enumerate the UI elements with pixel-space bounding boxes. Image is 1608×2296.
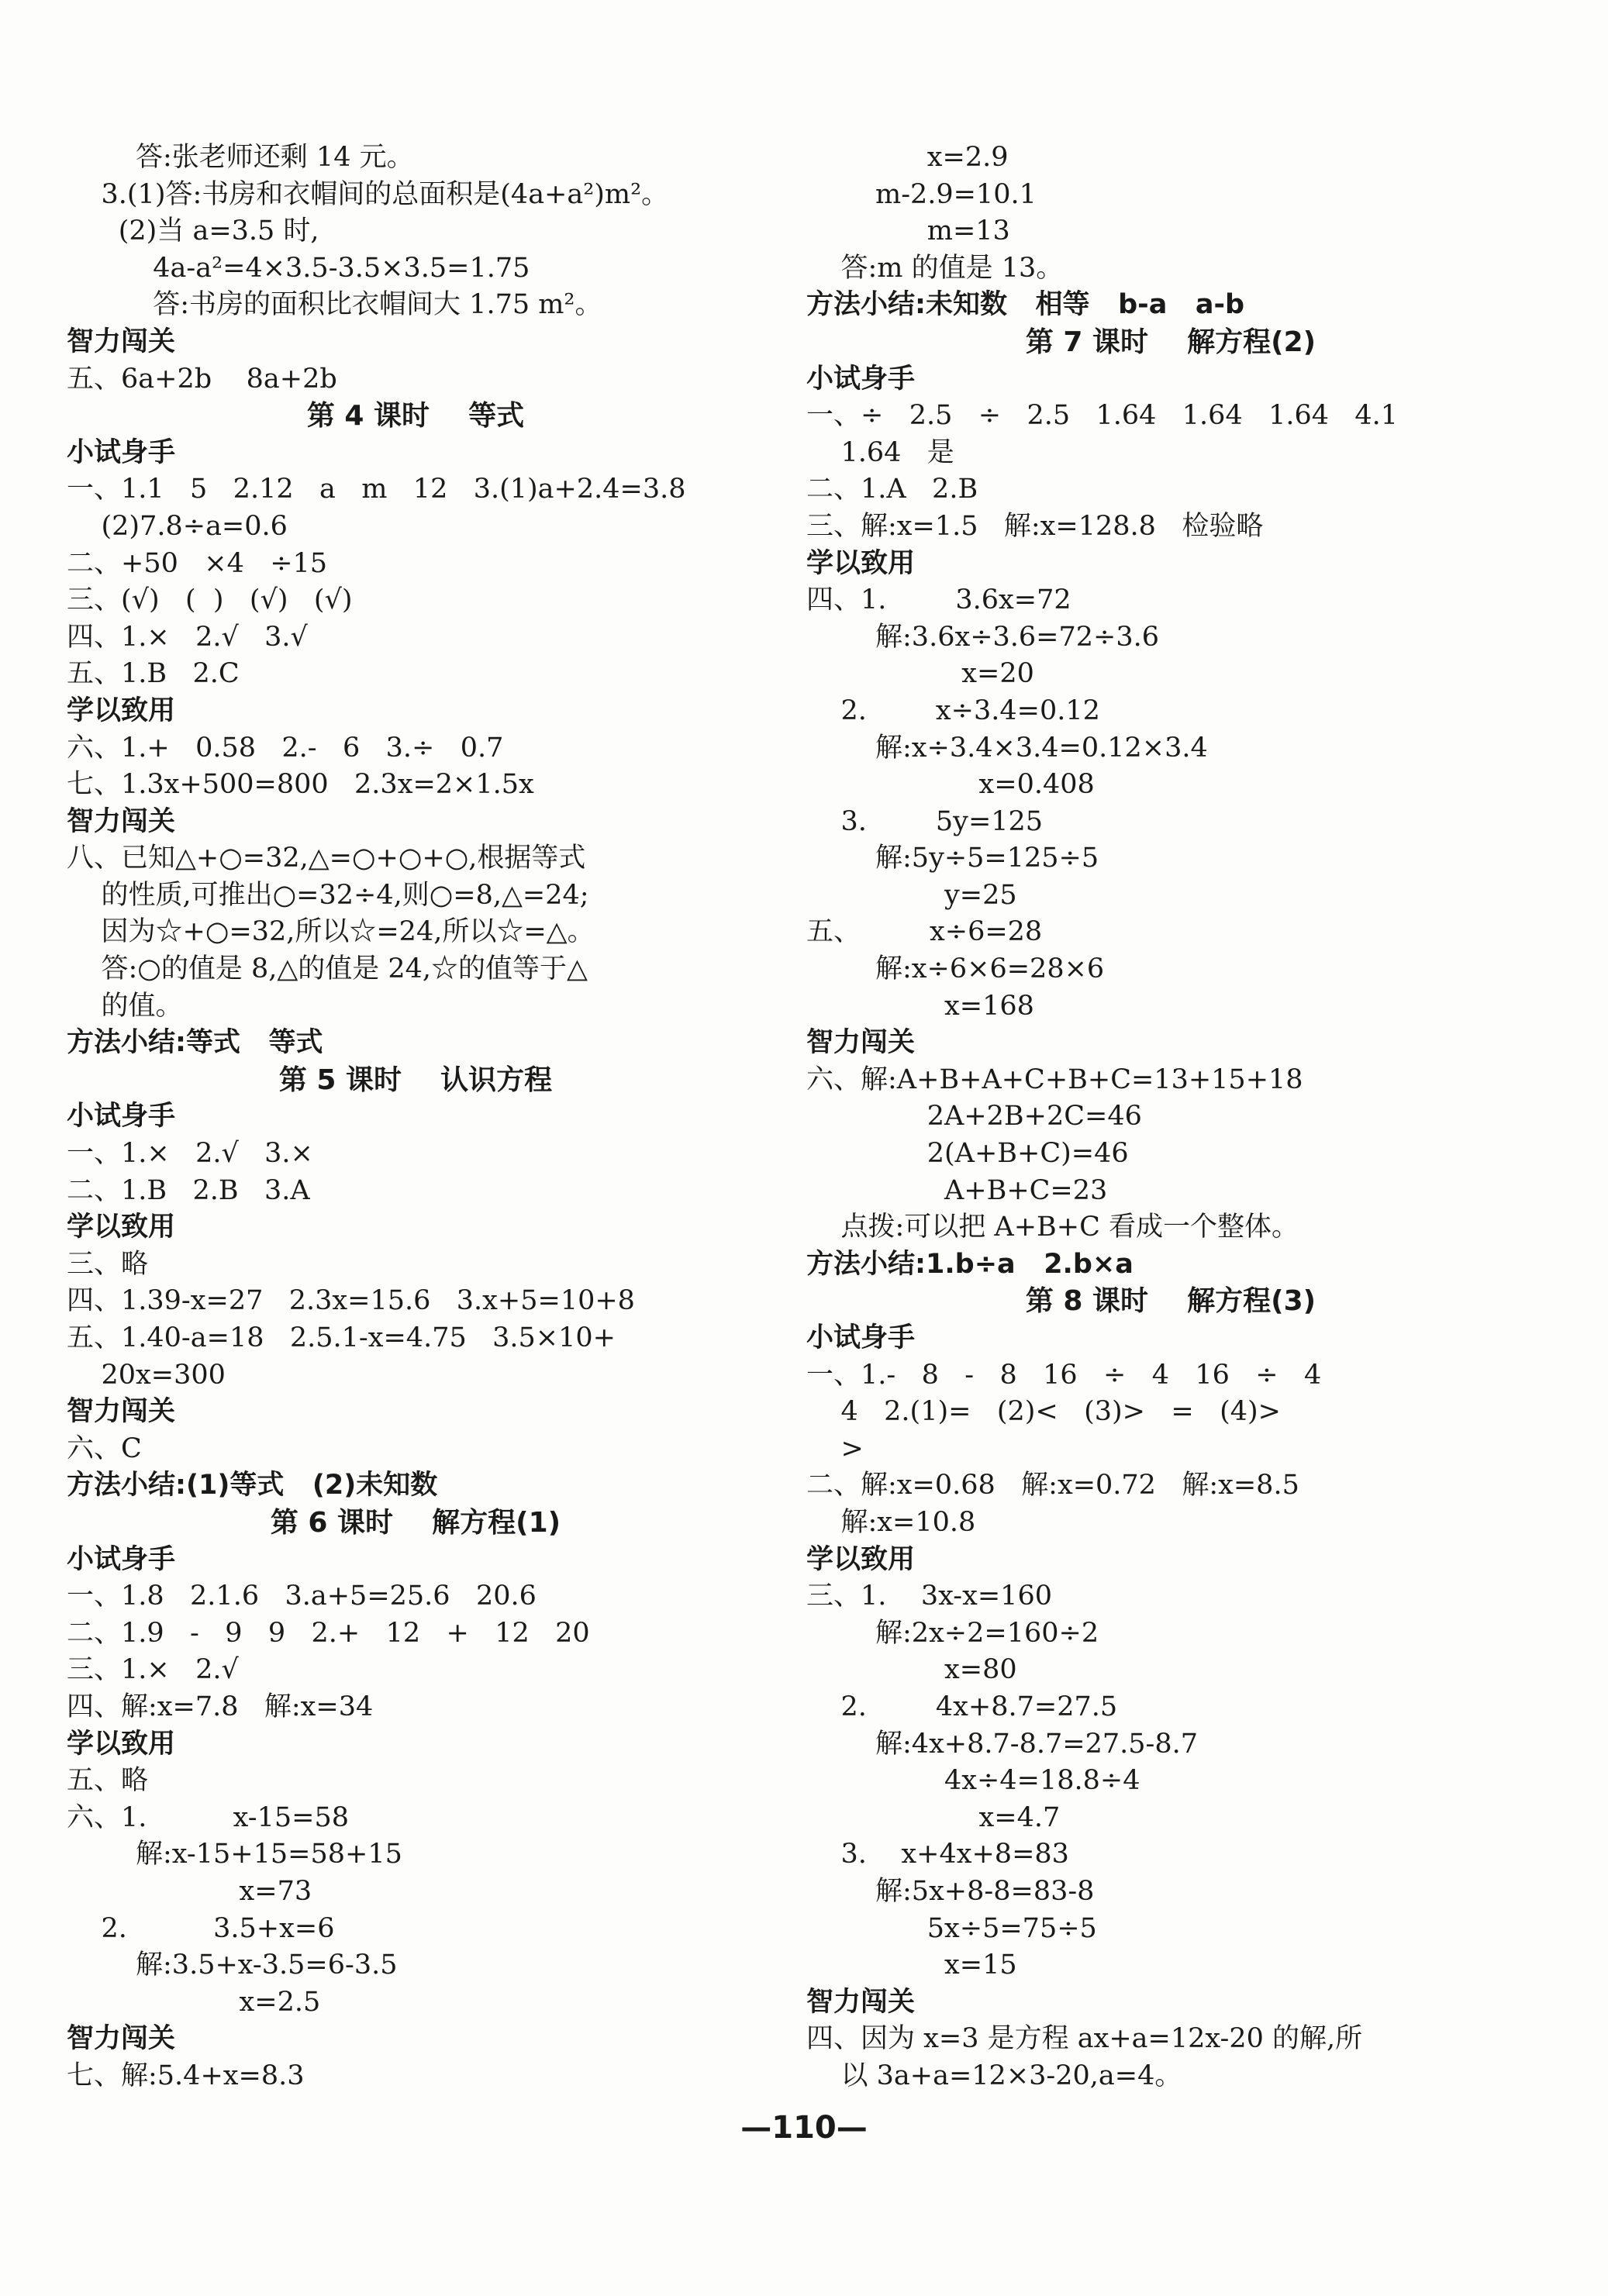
answer-line: 4x÷4=18.8÷4 [806, 1765, 1140, 1797]
answer-line: 五、1.B 2.C [67, 658, 240, 690]
section-heading: 智力闯关 [806, 1986, 916, 2018]
answer-line: x=80 [806, 1654, 1017, 1686]
answer-line: 五、1.40-a=18 2.5.1-x=4.75 3.5×10+ [67, 1322, 616, 1353]
answer-line: 3. 5y=125 [806, 805, 1044, 837]
answer-line: 解:5y÷5=125÷5 [806, 843, 1099, 874]
answer-line: 六、C [67, 1432, 142, 1464]
answer-line: 4 2.(1)= (2)< (3)> = (4)> [806, 1396, 1281, 1428]
section-heading: 学以致用 [67, 1728, 176, 1760]
section-heading: 智力闯关 [67, 326, 176, 357]
answer-line: 八、已知△+○=32,△=○+○+○,根据等式 [67, 843, 586, 874]
section-heading: 学以致用 [806, 547, 916, 579]
answer-line: 答:○的值是 8,△的值是 24,☆的值等于△ [67, 953, 588, 985]
answer-line: 1.64 是 [806, 436, 954, 468]
answer-line: x=15 [806, 1950, 1017, 1981]
section-heading: 智力闯关 [806, 1027, 916, 1059]
answer-line: m-2.9=10.1 [806, 178, 1037, 210]
left-column [67, 140, 764, 2094]
answer-line: 四、因为 x=3 是方程 ax+a=12x-20 的解,所 [806, 2023, 1363, 2055]
answer-line: 3. x+4x+8=83 [806, 1839, 1069, 1870]
right-column [806, 140, 1535, 2094]
answer-line: 2. 3.5+x=6 [67, 1912, 335, 1944]
answer-line: 解:x÷6×6=28×6 [806, 953, 1105, 985]
answer-line: 四、1.× 2.√ 3.√ [67, 621, 308, 653]
answer-line: x=4.7 [806, 1801, 1061, 1833]
answer-line: 四、1.39-x=27 2.3x=15.6 3.x+5=10+8 [67, 1285, 635, 1317]
answer-line: 三、略 [67, 1248, 149, 1280]
answer-line: 解:x-15+15=58+15 [67, 1839, 402, 1870]
answer-line: 六、1.+ 0.58 2.- 6 3.÷ 0.7 [67, 732, 504, 764]
answer-line: (2)当 a=3.5 时, [67, 215, 319, 247]
answer-line: 答:m 的值是 13。 [806, 252, 1064, 284]
answer-line: 解:3.5+x-3.5=6-3.5 [67, 1950, 398, 1981]
answer-line: x=2.9 [806, 142, 1009, 173]
answer-line: 二、解:x=0.68 解:x=0.72 解:x=8.5 [806, 1470, 1299, 1501]
answer-line: 二、1.A 2.B [806, 474, 978, 505]
answer-line: A+B+C=23 [806, 1174, 1108, 1206]
section-heading: 小试身手 [67, 436, 176, 468]
answer-line: x=20 [806, 658, 1034, 690]
answer-line: y=25 [806, 879, 1017, 911]
answer-line: 七、解:5.4+x=8.3 [67, 2060, 305, 2091]
section-heading: 智力闯关 [67, 1396, 176, 1428]
answer-line: 答:张老师还剩 14 元。 [67, 142, 414, 173]
answer-line: 二、1.B 2.B 3.A [67, 1174, 310, 1206]
answer-line: 解:4x+8.7-8.7=27.5-8.7 [806, 1728, 1199, 1760]
answer-line: (2)7.8÷a=0.6 [67, 510, 288, 542]
section-heading: 学以致用 [67, 695, 176, 726]
answer-line: 因为☆+○=32,所以☆=24,所以☆=△。 [67, 916, 595, 948]
answer-line: 一、1.- 8 - 8 16 ÷ 4 16 ÷ 4 [806, 1359, 1322, 1391]
answer-line: 一、1.1 5 2.12 a m 12 3.(1)a+2.4=3.8 [67, 474, 686, 505]
answer-line: 解:x÷3.4×3.4=0.12×3.4 [806, 732, 1208, 764]
lesson-title: 第 5 课时 认识方程 [278, 1064, 553, 1096]
section-heading: 学以致用 [67, 1212, 176, 1243]
page-number: —110— [740, 2110, 868, 2146]
lesson-title: 第 8 课时 解方程(3) [1025, 1285, 1316, 1318]
section-heading: 学以致用 [806, 1543, 916, 1575]
section-heading: 小试身手 [67, 1101, 176, 1132]
section-heading: 小试身手 [806, 363, 916, 395]
answer-line: 2. x÷3.4=0.12 [806, 695, 1100, 726]
answer-line: 4a-a²=4×3.5-3.5×3.5=1.75 [67, 252, 530, 284]
answer-line: 四、解:x=7.8 解:x=34 [67, 1691, 374, 1722]
answer-line: 一、1.× 2.√ 3.× [67, 1138, 313, 1170]
answer-line: 五、 x÷6=28 [806, 916, 1043, 948]
answer-line: 一、1.8 2.1.6 3.a+5=25.6 20.6 [67, 1581, 537, 1612]
answer-line: 七、1.3x+500=800 2.3x=2×1.5x [67, 769, 534, 801]
answer-line: 二、+50 ×4 ÷15 [67, 547, 328, 579]
lesson-title: 第 7 课时 解方程(2) [1025, 326, 1316, 358]
answer-line: 五、6a+2b 8a+2b [67, 363, 337, 395]
answer-line: 点拨:可以把 A+B+C 看成一个整体。 [806, 1212, 1299, 1243]
answer-line: 解:3.6x÷3.6=72÷3.6 [806, 621, 1160, 653]
answer-line: 的性质,可推出○=32÷4,则○=8,△=24; [67, 879, 589, 911]
answer-line: 2A+2B+2C=46 [806, 1101, 1142, 1132]
answer-line: x=0.408 [806, 769, 1095, 801]
answer-line: 解:5x+8-8=83-8 [806, 1875, 1095, 1907]
answer-line: 解:x=10.8 [806, 1506, 976, 1538]
answer-line: 五、略 [67, 1765, 149, 1797]
answer-line: 一、÷ 2.5 ÷ 2.5 1.64 1.64 1.64 4.1 [806, 400, 1399, 432]
answer-line: 答:书房的面积比衣帽间大 1.75 m²。 [67, 289, 602, 321]
answer-line: 的值。 [67, 990, 183, 1022]
answer-line: 六、1. x-15=58 [67, 1801, 349, 1833]
answer-line: 四、1. 3.6x=72 [806, 584, 1071, 616]
section-heading: 智力闯关 [67, 805, 176, 837]
answer-line: 三、解:x=1.5 解:x=128.8 检验略 [806, 510, 1264, 542]
answer-line: 2(A+B+C)=46 [806, 1138, 1129, 1170]
section-heading: 方法小结:1.b÷a 2.b×a [806, 1248, 1134, 1280]
section-heading: 方法小结:(1)等式 (2)未知数 [67, 1470, 438, 1501]
answer-line: > [806, 1432, 864, 1464]
answer-line: 三、1.× 2.√ [67, 1654, 239, 1686]
section-heading: 方法小结:未知数 相等 b-a a-b [806, 289, 1245, 321]
lesson-title: 第 4 课时 等式 [306, 400, 525, 433]
section-heading: 小试身手 [67, 1543, 176, 1575]
answer-line: 解:2x÷2=160÷2 [806, 1617, 1099, 1649]
answer-line: x=73 [67, 1875, 312, 1907]
answer-line: 三、(√) ( ) (√) (√) [67, 584, 353, 616]
answer-line: 5x÷5=75÷5 [806, 1912, 1097, 1944]
answer-line: 2. 4x+8.7=27.5 [806, 1691, 1118, 1722]
answer-line: m=13 [806, 215, 1010, 247]
answer-line: 二、1.9 - 9 9 2.+ 12 + 12 20 [67, 1617, 590, 1649]
answer-line: 20x=300 [67, 1359, 226, 1391]
answer-line: x=2.5 [67, 1986, 321, 2018]
answer-line: 三、1. 3x-x=160 [806, 1581, 1052, 1612]
answer-line: 以 3a+a=12×3-20,a=4。 [806, 2060, 1182, 2091]
section-heading: 小试身手 [806, 1322, 916, 1353]
answer-line: x=168 [806, 990, 1034, 1022]
answer-line: 3.(1)答:书房和衣帽间的总面积是(4a+a²)m²。 [67, 178, 669, 210]
section-heading: 智力闯关 [67, 2023, 176, 2055]
answer-line: 六、解:A+B+A+C+B+C=13+15+18 [806, 1064, 1303, 1095]
lesson-title: 第 6 课时 解方程(1) [270, 1506, 561, 1539]
section-heading: 方法小结:等式 等式 [67, 1027, 323, 1059]
